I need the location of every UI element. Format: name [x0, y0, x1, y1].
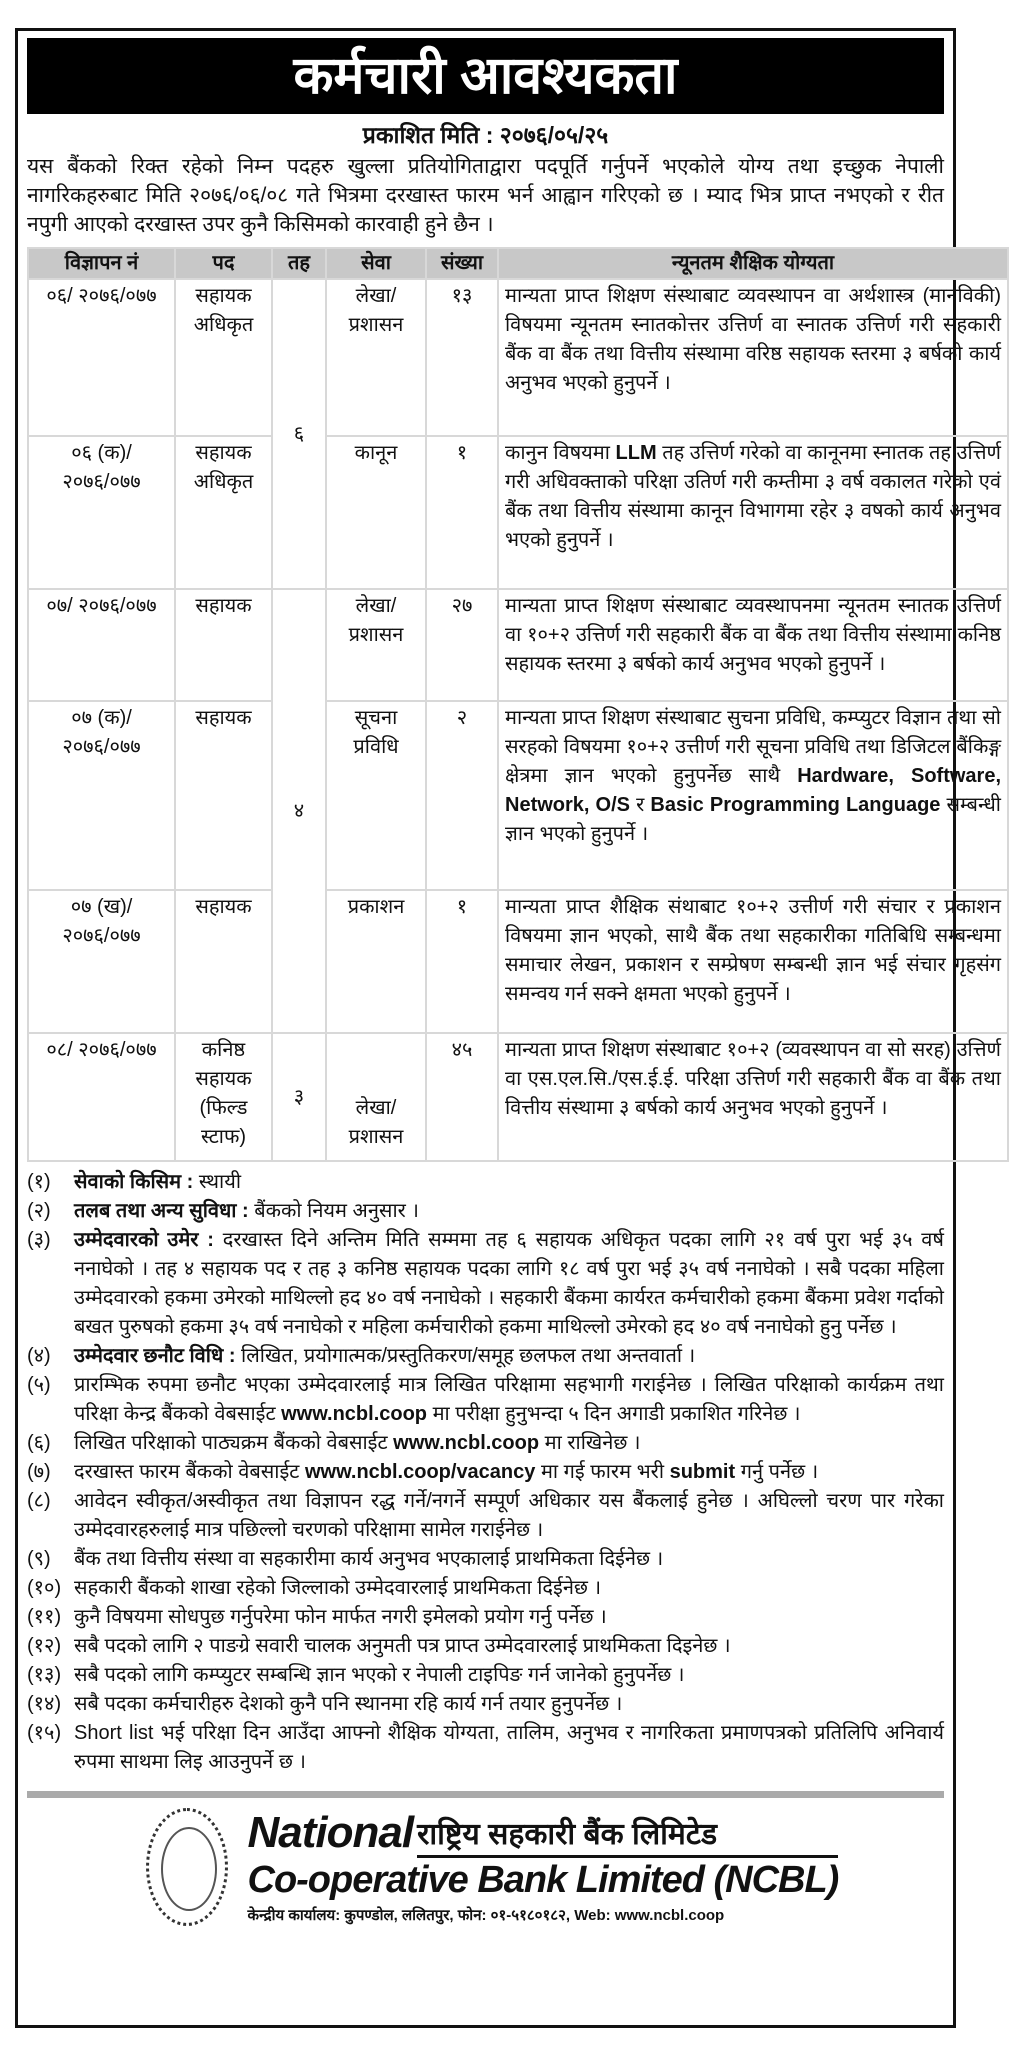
item-number: (६): [27, 1432, 51, 1454]
text-segment: लिखित, प्रयोगात्मक/प्रस्तुतिकरण/समूह छलफल तथा अन्तवार्ता ।: [241, 1345, 696, 1367]
count: १: [426, 436, 498, 589]
column-header: न्यूनतम शैक्षिक योग्यता: [498, 248, 1008, 279]
item-text: [74, 1458, 944, 1487]
ad-number: ०७ (क)/ २०७६/०७७: [28, 701, 175, 890]
item-number: (९): [27, 1548, 51, 1570]
service: लेखा/ प्रशासन: [326, 279, 426, 436]
column-header: तह: [272, 248, 326, 279]
text-segment: मान्यता प्राप्त शिक्षण संस्थाबाट व्यवस्थापनमा न्यूनतम स्नातक उत्तिर्ण वा १०+२ उत्तिर्ण गरी सहकारी बैंक वा बैंक तथा वित्तीय संस्थामा कनिष्ठ सहायक स्तरमा ३ बर्षको कार्य अनुभव भएको हुनुपर्ने ।: [505, 595, 1001, 675]
list-item: [27, 1429, 944, 1458]
text-segment: मा गई फारम भरी: [535, 1461, 670, 1483]
list-item: [27, 1661, 944, 1690]
service: सूचना प्रविधि: [326, 701, 426, 890]
text-segment: submit: [669, 1461, 736, 1483]
count: २: [426, 701, 498, 890]
item-text: [74, 1661, 944, 1690]
text-segment: मान्यता प्राप्त शिक्षण संस्थाबाट १०+२ (व्यवस्थापन वा सो सरह) उत्तिर्ण वा एस.एल.सि./एस.ई.ई. परिक्षा उत्तिर्ण गरी सहकारी बैंक वा बैंक तथा वित्तीय संस्थामा ३ बर्षको कार्य अनुभव भएको हुनुपर्ने ।: [505, 1039, 1001, 1119]
item-number: (३): [27, 1229, 51, 1251]
page-title: कर्मचारी आवश्यकता: [27, 38, 944, 114]
vacancy-table: [27, 247, 1009, 1162]
bank-name-row: [248, 1808, 839, 1858]
published-date: प्रकाशित मिति : २०७६/०५/२५: [362, 122, 609, 148]
text-segment: स्थायी: [198, 1171, 242, 1193]
list-item: [27, 1342, 944, 1371]
text-segment: Hardware, Software, Network, O/S: [505, 765, 1001, 816]
qualification: [498, 436, 1008, 589]
text-segment: LLM: [615, 442, 657, 464]
text-segment: सम्बन्धी ज्ञान भएको हुनुपर्ने ।: [505, 794, 1001, 845]
text-segment: सेवाको किसिम :: [74, 1171, 199, 1193]
divider: [27, 1791, 944, 1798]
bank-name-block: [248, 1808, 839, 1926]
list-item: [27, 1226, 944, 1342]
bank-seal-icon: [146, 1808, 228, 1926]
list-item: [27, 1458, 944, 1487]
list-item: [27, 1603, 944, 1632]
column-header: पद: [175, 248, 272, 279]
table-row: [28, 890, 1008, 1033]
ad-number: ०७/ २०७६/०७७: [28, 589, 175, 701]
count: २७: [426, 589, 498, 701]
post: सहायक: [175, 890, 272, 1033]
item-text: [74, 1371, 944, 1429]
text-segment: कानुन विषयमा: [505, 442, 616, 464]
service: लेखा/ प्रशासन: [326, 589, 426, 701]
item-number: (१४): [27, 1693, 62, 1715]
table-row: [28, 436, 1008, 589]
table-header: [28, 248, 1008, 279]
ad-number: ०६ (क)/ २०७६/०७७: [28, 436, 175, 589]
text-segment: कुनै विषयमा सोधपुछ गर्नुपरेमा फोन मार्फत नगरी इमेलको प्रयोग गर्नु पर्नेछ ।: [74, 1606, 607, 1628]
item-number: (१५): [27, 1722, 62, 1744]
item-number: (८): [27, 1490, 51, 1512]
post: सहायक: [175, 589, 272, 701]
text-segment: सहकारी बैंकको शाखा रहेको जिल्लाको उम्मेदवारलाई प्राथमिकता दिईनेछ ।: [74, 1577, 602, 1599]
level: ६: [272, 279, 326, 589]
item-text: [74, 1226, 944, 1342]
text-segment: www.ncbl.coop/vacancy: [304, 1461, 536, 1483]
text-segment: आवेदन स्वीकृत/अस्वीकृत तथा विज्ञापन रद्ध गर्ने/नगर्ने सम्पूर्ण अधिकार यस बैंकलाई हुनेछ । अघिल्लो चरण पार गरेका उम्मेदवारहरुलाई मात्र पछिल्लो चरणको परिक्षामा सामेल गराईनेछ ।: [74, 1490, 944, 1541]
item-text: [74, 1487, 944, 1545]
column-header: संख्या: [426, 248, 498, 279]
text-segment: सबै पदको लागि कम्प्युटर सम्बन्धि ज्ञान भएको र नेपाली टाइपिङ गर्न जानेको हुनुपर्नेछ ।: [74, 1664, 685, 1686]
column-header: सेवा: [326, 248, 426, 279]
bank-name-en-2: Co-operative Bank Limited (NCBL): [247, 1859, 839, 1901]
post: सहायक अधिकृत: [175, 279, 272, 436]
table-row: [28, 589, 1008, 701]
item-text: [74, 1719, 944, 1777]
text-segment: बैंक तथा वित्तीय संस्था वा सहकारीमा कार्य अनुभव भएकालाई प्राथमिकता दिईनेछ ।: [74, 1548, 664, 1570]
list-item: [27, 1632, 944, 1661]
notice-frame: [15, 28, 1001, 2028]
bank-name-en-1: National: [247, 1808, 414, 1857]
text-segment: र: [630, 794, 651, 816]
item-number: (१३): [27, 1664, 62, 1686]
service: लेखा/ प्रशासन: [326, 1033, 426, 1161]
text-segment: सबै पदका कर्मचारीहरु देशको कुनै पनि स्थानमा रहि कार्य गर्न तयार हुनुपर्नेछ ।: [74, 1693, 623, 1715]
text-segment: सबै पदको लागि २ पाङग्रे सवारी चालक अनुमती पत्र प्राप्त उम्मेदवारलाई प्राथमिकता दिइनेछ ।: [74, 1635, 731, 1657]
level: ४: [272, 589, 326, 1033]
item-text: [74, 1690, 944, 1719]
list-item: [27, 1197, 944, 1226]
qualification: [498, 701, 1008, 890]
bank-address: केन्द्रीय कार्यालय: कुपण्डोल, ललितपुर, फोन: ०१-५१८०१८२, Web: www.ncbl.coop: [247, 1907, 725, 1924]
column-header: विज्ञापन नं: [28, 248, 175, 279]
text-segment: www.ncbl.coop: [393, 1432, 540, 1454]
ad-number: ०८/ २०७६/०७७: [28, 1033, 175, 1161]
bank-name-np: राष्ट्रिय सहकारी बैंक लिमिटेड: [417, 1815, 838, 1858]
text-segment: दरखास्त दिने अन्तिम मिति सम्ममा तह ६ सहायक अधिकृत पदका लागि २१ वर्ष पुरा भई ३५ वर्ष ननाघेको । तह ४ सहायक पद र तह ३ कनिष्ठ सहायक पदका लागि १८ वर्ष पुरा भई ३५ वर्ष ननाघेको । सबै पदका महिला उम्मेदवारको हकमा उमेरको माथिल्लो हद ४० वर्ष ननाघेको । सहकारी बैंकमा कार्यरत कर्मचारीको हकमा बैंकमा प्रवेश गर्दाको बखत पुरुषको हकमा ३५ वर्ष ननाघेको र महिला कर्मचारीको हकमा माथिल्लो उमेरको हद ४० वर्ष ननाघेको हुनु पर्नेछ ।: [74, 1229, 944, 1338]
qualification: [498, 890, 1008, 1033]
count: १: [426, 890, 498, 1033]
text-segment: मान्यता प्राप्त शिक्षण संस्थाबाट सुचना प्रविधि, कम्प्युटर विज्ञान तथा सो सरहको विषयमा १०+२ उत्तीर्ण गरी सूचना प्रविधि तथा डिजिटल बैंकिङ्ग क्षेत्रमा ज्ञान भएको हुनुपर्नेछ साथै: [505, 707, 1001, 787]
text-segment: मान्यता प्राप्त शिक्षण संस्थाबाट व्यवस्थापन वा अर्थशास्त्र (मानविकी) विषयमा न्यूनतम स्नातकोत्तर उत्तिर्ण वा स्नातक उत्तिर्ण गरी सहकारी बैंक वा बैंक तथा वित्तीय संस्थामा वरिष्ठ सहायक स्तरमा ३ बर्षको कार्य अनुभव भएको हुनुपर्ने ।: [505, 285, 1001, 394]
item-text: [74, 1342, 944, 1371]
list-item: [27, 1719, 944, 1777]
notes-list: [27, 1168, 944, 1777]
list-item: [27, 1487, 944, 1545]
item-text: [74, 1168, 944, 1197]
text-segment: उम्मेदवारको उमेर :: [74, 1229, 223, 1251]
qualification: [498, 589, 1008, 701]
text-segment: उम्मेदवार छनौट विधि :: [74, 1345, 242, 1367]
item-number: (४): [27, 1345, 51, 1367]
item-text: [74, 1429, 944, 1458]
list-item: [27, 1545, 944, 1574]
level: ३: [272, 1033, 326, 1161]
text-segment: www.ncbl.coop: [281, 1403, 428, 1425]
text-segment: मा परीक्षा हुनुभन्दा ५ दिन अगाडी प्रकाशित गरिनेछ ।: [427, 1403, 801, 1425]
table-row: [28, 1033, 1008, 1161]
item-number: (१२): [27, 1635, 62, 1657]
table-row: [28, 701, 1008, 890]
text-segment: मान्यता प्राप्त शैक्षिक संथाबाट १०+२ उत्तीर्ण गरी संचार र प्रकाशन विषयमा ज्ञान भएको, साथै बैंक तथा सहकारीका गतिबिधि सम्बन्धमा समाचार लेखन, प्रकाशन र सम्प्रेषण सम्बन्धी ज्ञान भई संचार गृहसंग समन्वय गर्न सक्ने क्षमता भएको हुनुपर्ने ।: [505, 896, 1001, 1005]
text-segment: प्रारम्भिक रुपमा छनौट भएका उम्मेदवारलाई मात्र लिखित परिक्षामा सहभागी गराईनेछ । लिखित परिक्षाको कार्यक्रम तथा परिक्षा केन्द्र बैंकको वेबसाईट: [74, 1374, 944, 1425]
post: सहायक: [175, 701, 272, 890]
post: सहायक अधिकृत: [175, 436, 272, 589]
count: ४५: [426, 1033, 498, 1161]
text-segment: Basic Programming Language: [650, 794, 941, 816]
item-text: [74, 1197, 944, 1226]
text-segment: मा राखिनेछ ।: [539, 1432, 641, 1454]
item-number: (५): [27, 1374, 51, 1396]
bank-logo: [146, 1808, 839, 1926]
service: कानून: [326, 436, 426, 589]
count: १३: [426, 279, 498, 436]
text-segment: दरखास्त फारम बैंकको वेबसाईट: [74, 1461, 305, 1483]
ad-number: ०६/ २०७६/०७७: [28, 279, 175, 436]
item-number: (१०): [27, 1577, 62, 1599]
item-number: (१): [27, 1171, 51, 1193]
item-number: (७): [27, 1461, 51, 1483]
item-text: [74, 1603, 944, 1632]
service: प्रकाशन: [326, 890, 426, 1033]
list-item: [27, 1574, 944, 1603]
qualification: [498, 1033, 1008, 1161]
text-segment: तलब तथा अन्य सुविधा :: [74, 1200, 255, 1222]
text-segment: तह उत्तिर्ण गरेको वा कानूनमा स्नातक तह उत्तिर्ण गरी अधिवक्ताको परिक्षा उतिर्ण गरी कम्तीमा ३ वर्ष वकालत गरेको एवं बैंक तथा वित्तीय संस्थामा कानून विभागमा रहेर ३ वषको कार्य अनुभव भएको हुनुपर्ने ।: [505, 442, 1001, 551]
list-item: [27, 1371, 944, 1429]
item-text: [74, 1574, 944, 1603]
list-item: [27, 1690, 944, 1719]
text-segment: Short list भई परिक्षा दिन आउँदा आफ्नो शैक्षिक योग्यता, तालिम, अनुभव र नागरिकता प्रमाणपत्रको प्रतिलिपि अनिवार्य रुपमा साथमा लिइ आउनुपर्ने छ ।: [74, 1722, 944, 1773]
table-row: [28, 279, 1008, 436]
intro-paragraph: यस बैंकको रिक्त रहेको निम्न पदहरु खुल्ला प्रतियोगिताद्वारा पदपूर्ति गर्नुपर्ने भएकोले योग्य तथा इच्छुक नेपाली नागरिकहरुबाट मिति २०७६/०६/०८ गते भित्रमा दरखास्त फारम भर्न आह्वान गरिएको छ । म्याद भित्र प्राप्त नभएको र रीत नपुगी आएको दरखास्त उपर कुनै किसिमको कारवाही हुने छैन ।: [27, 155, 944, 236]
text-segment: बैंकको नियम अनुसार ।: [254, 1200, 419, 1222]
post: कनिष्ठ सहायक (फिल्ड स्टाफ): [175, 1033, 272, 1161]
item-text: [74, 1632, 944, 1661]
item-number: (२): [27, 1200, 51, 1222]
item-number: (११): [27, 1606, 62, 1628]
qualification: [498, 279, 1008, 436]
text-segment: लिखित परिक्षाको पाठ्यक्रम बैंकको वेबसाईट: [74, 1432, 394, 1454]
text-segment: गर्नु पर्नेछ ।: [735, 1461, 819, 1483]
list-item: [27, 1168, 944, 1197]
ad-number: ०७ (ख)/ २०७६/०७७: [28, 890, 175, 1033]
item-text: [74, 1545, 944, 1574]
